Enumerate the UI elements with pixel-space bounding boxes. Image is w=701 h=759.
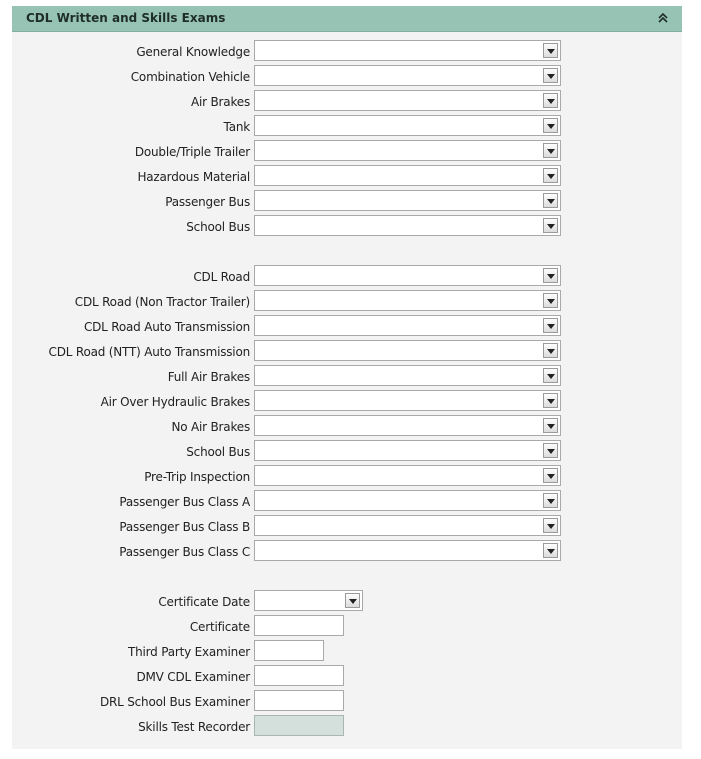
certificate-label: Certificate <box>189 620 250 634</box>
third-party-examiner-label: Third Party Examiner <box>127 645 250 659</box>
skills-exam-label: Air Over Hydraulic Brakes <box>100 395 250 409</box>
skills-exam-label: Pre-Trip Inspection <box>144 470 250 484</box>
skills-exam-select[interactable] <box>254 290 561 311</box>
written-exam-row <box>12 90 682 114</box>
written-exam-select[interactable] <box>254 40 561 61</box>
skills-exam-label: CDL Road <box>193 270 250 284</box>
written-exam-label: Tank <box>223 120 250 134</box>
skills-exam-row <box>12 290 682 314</box>
skills-exam-row <box>12 540 682 564</box>
written-exam-label: General Knowledge <box>136 45 250 59</box>
skills-exam-select[interactable] <box>254 315 561 336</box>
skills-exam-row <box>12 465 682 489</box>
skills-test-recorder-input <box>254 715 344 736</box>
certificate-date-row <box>12 590 682 614</box>
chevron-down-icon[interactable] <box>543 493 558 508</box>
skills-exam-label: Passenger Bus Class C <box>119 545 250 559</box>
skills-exam-label: School Bus <box>186 445 250 459</box>
chevron-down-icon[interactable] <box>543 143 558 158</box>
drl-school-bus-examiner-input[interactable] <box>254 690 344 711</box>
written-exam-row <box>12 40 682 64</box>
panel-header <box>12 6 682 32</box>
written-exam-select[interactable] <box>254 65 561 86</box>
skills-exam-select[interactable] <box>254 265 561 286</box>
panel-title: CDL Written and Skills Exams <box>26 11 226 25</box>
skills-exam-label: Passenger Bus Class B <box>119 520 250 534</box>
written-exam-label: School Bus <box>186 220 250 234</box>
written-exam-row <box>12 65 682 89</box>
chevron-down-icon[interactable] <box>543 393 558 408</box>
written-exam-select[interactable] <box>254 140 561 161</box>
written-exam-select[interactable] <box>254 190 561 211</box>
chevron-down-icon[interactable] <box>543 318 558 333</box>
skills-exam-select[interactable] <box>254 415 561 436</box>
certificate-date-label: Certificate Date <box>158 595 250 609</box>
chevron-down-icon[interactable] <box>543 543 558 558</box>
skills-exam-row <box>12 515 682 539</box>
drl-school-bus-examiner-label: DRL School Bus Examiner <box>99 695 250 709</box>
chevron-down-icon[interactable] <box>543 193 558 208</box>
skills-exam-row <box>12 415 682 439</box>
chevron-down-icon[interactable] <box>543 293 558 308</box>
skills-exam-label: CDL Road (Non Tractor Trailer) <box>74 295 250 309</box>
certificate-input[interactable] <box>254 615 344 636</box>
skills-test-recorder-label: Skills Test Recorder <box>138 720 250 734</box>
skills-exam-select[interactable] <box>254 340 561 361</box>
skills-exam-label: Full Air Brakes <box>167 370 250 384</box>
written-exam-row <box>12 190 682 214</box>
chevron-down-icon[interactable] <box>543 43 558 58</box>
chevron-down-icon[interactable] <box>543 368 558 383</box>
skills-exam-select[interactable] <box>254 540 561 561</box>
dmv-cdl-examiner-label: DMV CDL Examiner <box>136 670 250 684</box>
chevron-down-icon[interactable] <box>543 518 558 533</box>
chevron-down-icon[interactable] <box>543 68 558 83</box>
chevron-down-icon[interactable] <box>543 218 558 233</box>
skills-exam-row <box>12 440 682 464</box>
chevron-down-icon[interactable] <box>543 443 558 458</box>
written-exam-row <box>12 215 682 239</box>
written-exam-select[interactable] <box>254 215 561 236</box>
third-party-examiner-row <box>12 640 682 664</box>
skills-exam-select[interactable] <box>254 515 561 536</box>
chevron-down-icon[interactable] <box>543 418 558 433</box>
dmv-cdl-examiner-row <box>12 665 682 689</box>
written-exam-label: Combination Vehicle <box>130 70 250 84</box>
skills-exam-row <box>12 265 682 289</box>
double-chevron-up-icon[interactable] <box>656 9 670 27</box>
written-exam-row <box>12 140 682 164</box>
written-exam-select[interactable] <box>254 90 561 111</box>
drl-school-bus-examiner-row <box>12 690 682 714</box>
skills-exam-row <box>12 340 682 364</box>
skills-exam-row <box>12 365 682 389</box>
written-exam-select[interactable] <box>254 165 561 186</box>
chevron-down-icon[interactable] <box>543 343 558 358</box>
skills-exam-row <box>12 490 682 514</box>
chevron-down-icon[interactable] <box>543 168 558 183</box>
written-exam-row <box>12 165 682 189</box>
skills-exam-label: CDL Road Auto Transmission <box>83 320 250 334</box>
written-exam-select[interactable] <box>254 115 561 136</box>
third-party-examiner-input[interactable] <box>254 640 324 661</box>
written-exam-row <box>12 115 682 139</box>
chevron-down-icon[interactable] <box>543 118 558 133</box>
written-exam-label: Air Brakes <box>191 95 250 109</box>
cdl-exams-panel <box>12 6 682 749</box>
skills-exam-select[interactable] <box>254 490 561 511</box>
certificate-row <box>12 615 682 639</box>
chevron-down-icon[interactable] <box>543 93 558 108</box>
skills-exam-row <box>12 315 682 339</box>
skills-exam-select[interactable] <box>254 440 561 461</box>
skills-exam-label: No Air Brakes <box>171 420 250 434</box>
chevron-down-icon[interactable] <box>543 468 558 483</box>
chevron-down-icon[interactable] <box>543 268 558 283</box>
chevron-down-icon[interactable] <box>345 593 360 608</box>
skills-exam-select[interactable] <box>254 465 561 486</box>
skills-exam-select[interactable] <box>254 365 561 386</box>
written-exam-label: Hazardous Material <box>137 170 250 184</box>
written-exam-label: Passenger Bus <box>165 195 250 209</box>
skills-exam-label: Passenger Bus Class A <box>119 495 250 509</box>
skills-exam-select[interactable] <box>254 390 561 411</box>
skills-exam-row <box>12 390 682 414</box>
written-exam-label: Double/Triple Trailer <box>134 145 250 159</box>
skills-test-recorder-row <box>12 715 682 739</box>
certificate-date-select[interactable] <box>254 590 363 611</box>
skills-exam-label: CDL Road (NTT) Auto Transmission <box>48 345 250 359</box>
dmv-cdl-examiner-input[interactable] <box>254 665 344 686</box>
